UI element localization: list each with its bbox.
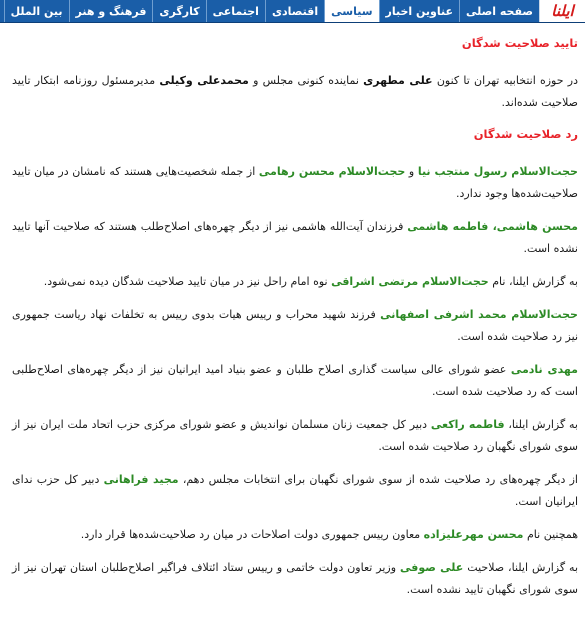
- person-name: حجت‌الاسلام مرتضی اشراقی: [331, 275, 489, 288]
- paragraph-rejected-6: [12, 414, 578, 458]
- nav-item-social[interactable]: اجتماعی: [206, 0, 265, 22]
- text: به گزارش ایلنا، نام: [488, 275, 578, 288]
- text: به گزارش ایلنا، صلاحیت: [463, 561, 579, 574]
- article-body: [0, 23, 585, 627]
- paragraph-rejected-8: [12, 524, 578, 546]
- paragraph-rejected-4: [12, 304, 578, 348]
- text: نوه امام راحل نیز در میان تایید صلاحیت شدگان دیده نمی‌شود.: [43, 275, 332, 288]
- ilna-logo[interactable]: ایلنا: [539, 0, 585, 22]
- text: از جمله شخصیت‌هایی هستند که نامشان در میان تایید صلاحیت‌شده‌ها وجود ندارد.: [12, 165, 578, 200]
- paragraph-rejected-5: [12, 359, 578, 403]
- nav-item-news-headlines[interactable]: عناوین اخبار: [379, 0, 459, 22]
- section-heading-rejected: رد صلاحیت شدگان: [473, 127, 578, 141]
- text: به گزارش ایلنا،: [504, 418, 578, 431]
- paragraph-rejected-9: [12, 557, 578, 601]
- text: در حوزه انتخابیه تهران تا کنون: [432, 74, 578, 87]
- paragraph-rejected-3: [12, 271, 578, 293]
- person-name: مجید فراهانی: [103, 473, 179, 486]
- text: نماینده کنونی مجلس و: [248, 74, 364, 87]
- nav-item-culture-art[interactable]: فرهنگ و هنر: [69, 0, 153, 22]
- person-name: محمدعلی وکیلی: [159, 74, 249, 87]
- person-name: حجت‌الاسلام رسول منتجب نیا: [417, 165, 578, 178]
- person-name: محسن هاشمی، فاطمه هاشمی: [407, 220, 578, 233]
- text: از دیگر چهره‌های رد صلاحیت شده از سوی شورای نگهبان برای انتخابات مجلس دهم،: [178, 473, 578, 486]
- text: همچنین نام: [523, 528, 578, 541]
- nav-item-labor[interactable]: کارگری: [152, 0, 205, 22]
- text: فرزند شهید محراب و رییس هیات بدوی رییس به تخلفات نهاد ریاست جمهوری نیز رد صلاحیت شده است.: [12, 308, 578, 343]
- person-name: علی صوفی: [400, 561, 464, 574]
- paragraph-rejected-2: [12, 216, 578, 260]
- text: فرزندان آیت‌الله هاشمی نیز از دیگر چهره‌های اصلاح‌طلب هستند که صلاحیت آنها تایید نشده است.: [12, 220, 578, 255]
- person-name: فاطمه راکعی: [430, 418, 505, 431]
- top-navigation-bar: [0, 0, 585, 23]
- text: معاون رییس جمهوری دولت اصلاحات در میان رد صلاحیت‌شده‌ها قرار دارد.: [80, 528, 424, 541]
- text: دبیر کل حزب ندای ایرانیان است.: [12, 473, 578, 508]
- text: دبیر کل جمعیت زنان مسلمان نواندیش و عضو شورای مرکزی حزب اتحاد ملت ایران نیز از سوی شورای نگهبان رد صلاحیت شده است.: [12, 418, 578, 453]
- text: وزیر تعاون دولت خاتمی و رییس ستاد ائتلاف فراگیر اصلاح‌طلبان استان تهران نیز از سوی شورای نگهبان تایید نشده است.: [12, 561, 578, 596]
- person-name: حجت‌الاسلام محسن رهامی: [258, 165, 406, 178]
- text: عضو شورای عالی سیاست گذاری اصلاح طلبان و عضو بنیاد امید ایرانیان نیز از دیگر چهره‌های اصلاح‌طلبی است که رد صلاحیت شده است.: [12, 363, 578, 398]
- nav-item-politics[interactable]: سیاسی: [324, 0, 378, 22]
- paragraph-approved: [12, 70, 578, 114]
- person-name: مهدی نادمی: [510, 363, 578, 376]
- text: و: [405, 165, 418, 178]
- nav-item-home[interactable]: صفحه اصلی: [459, 0, 539, 22]
- nav-menu: [0, 0, 539, 22]
- section-heading-approved: تایید صلاحیت شدگان: [461, 36, 578, 50]
- text: مدیرمسئول روزنامه ابتکار تایید صلاحیت شده‌اند.: [12, 74, 578, 109]
- nav-item-economy[interactable]: اقتصادی: [265, 0, 324, 22]
- nav-item-international[interactable]: بین الملل: [4, 0, 69, 22]
- paragraph-rejected-7: [12, 469, 578, 513]
- person-name: محسن مهرعلیزاده: [423, 528, 524, 541]
- person-name: حجت‌الاسلام محمد اشرفی اصفهانی: [380, 308, 578, 321]
- paragraph-rejected-1: [12, 161, 578, 205]
- person-name: علی مطهری: [363, 74, 433, 87]
